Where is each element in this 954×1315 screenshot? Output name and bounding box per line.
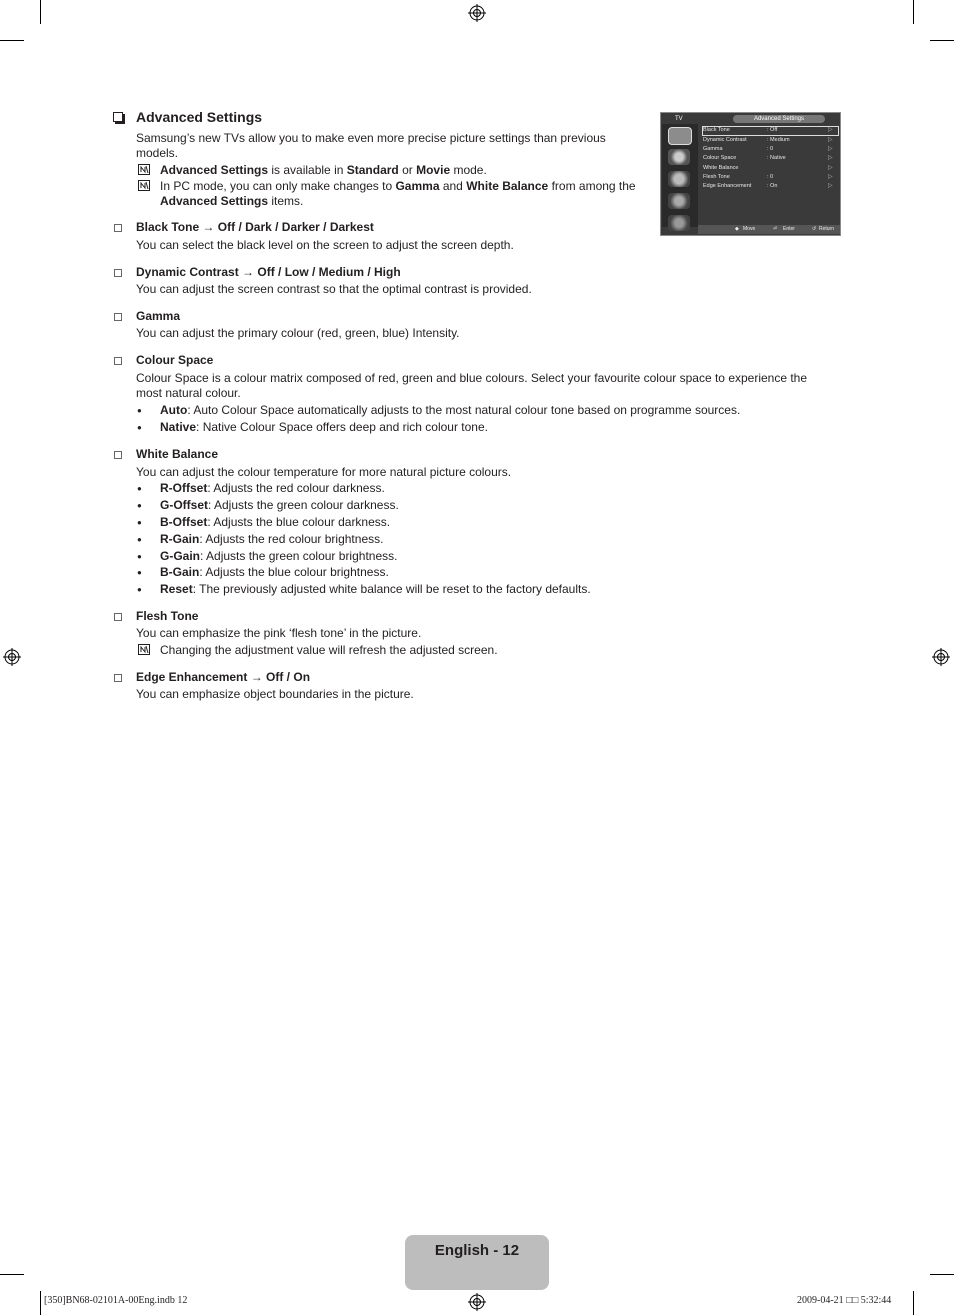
sound-icon (668, 149, 690, 165)
arrow-right-icon: ▷ (828, 174, 833, 180)
dot-bullet-icon: ● (137, 406, 142, 415)
dot-bullet-icon: ● (137, 535, 142, 544)
tv-footer-return: Return (819, 226, 835, 232)
crop-mark (930, 1274, 954, 1275)
list-item: G-Gain: Adjusts the green colour brightness. (160, 549, 398, 563)
tv-menu-row-label: Edge Enhancement (703, 183, 752, 189)
dynamic-contrast-desc: You can adjust the screen contrast so that the optimal contrast is provided. (136, 282, 532, 296)
crop-mark (930, 40, 954, 41)
list-item: G-Offset: Adjusts the green colour darkness. (160, 498, 399, 512)
arrow-right-icon: ▷ (828, 183, 833, 189)
tv-menu-row-value: : 0 (767, 174, 774, 180)
dot-bullet-icon: ● (137, 423, 142, 432)
dot-bullet-icon: ● (137, 518, 142, 527)
tv-source-label: TV (675, 116, 683, 122)
note-pc-mode: In PC mode, you can only make changes to Gamma and White Balance from among the (160, 179, 636, 193)
tv-footer-enter: Enter (783, 226, 795, 232)
tv-menu-row-label: Black Tone (703, 127, 730, 133)
tv-menu-row-value: : Native (767, 155, 786, 161)
square-bullet-icon (114, 674, 122, 682)
dot-bullet-icon: ● (137, 568, 142, 577)
edge-enhancement-title: Edge Enhancement → Off / On (136, 670, 311, 684)
dot-bullet-icon: ● (137, 484, 142, 493)
tv-menu-row-value: : On (767, 183, 778, 189)
list-item: Auto: Auto Colour Space automatically adjusts to the most natural colour tone based on programme sources. (160, 403, 741, 417)
tv-menu-row-label: Gamma (703, 146, 723, 152)
dot-bullet-icon: ● (137, 585, 142, 594)
tv-menu-sidebar (662, 124, 698, 227)
tv-menu-row-label: Flesh Tone (703, 174, 730, 180)
white-balance-desc: You can adjust the colour temperature for more natural picture colours. (136, 465, 512, 479)
return-icon: ↺ (812, 226, 817, 232)
section-title: Advanced Settings (136, 109, 263, 125)
note-icon (138, 644, 150, 655)
print-footer-file: [350]BN68-02101A-00Eng.indb 12 (44, 1295, 188, 1306)
page-number-label: English - 12 (434, 1242, 520, 1259)
checkbox-icon (113, 112, 123, 122)
intro-text-2: models. (136, 146, 179, 160)
intro-text-1: Samsung’s new TVs allow you to make even more precise picture settings than previous (136, 131, 606, 145)
input-icon (668, 215, 690, 231)
square-bullet-icon (114, 357, 122, 365)
tv-menu-row-value: : Medium (767, 137, 790, 143)
registration-mark-icon (468, 1293, 486, 1311)
list-item: B-Gain: Adjusts the blue colour brightness. (160, 565, 389, 579)
crop-mark (0, 1274, 24, 1275)
square-bullet-icon (114, 451, 122, 459)
list-item: Native: Native Colour Space offers deep and rich colour tone. (160, 420, 488, 434)
crop-mark (913, 0, 914, 24)
dot-bullet-icon: ● (137, 552, 142, 561)
square-bullet-icon (114, 269, 122, 277)
arrow-right-icon: ▷ (828, 127, 833, 133)
setup-icon (668, 193, 690, 209)
registration-mark-icon (932, 648, 950, 666)
edge-enhancement-desc: You can emphasize object boundaries in the picture. (136, 687, 414, 701)
list-item: R-Gain: Adjusts the red colour brightness. (160, 532, 384, 546)
square-bullet-icon (114, 313, 122, 321)
registration-mark-icon (3, 648, 21, 666)
flesh-tone-desc: You can emphasize the pink ‘flesh tone’ in the picture. (136, 626, 422, 640)
move-icon: ◆ (735, 226, 739, 232)
registration-mark-icon (468, 4, 486, 22)
square-bullet-icon (114, 613, 122, 621)
print-footer-datetime: 2009-04-21 □□ 5:32:44 (797, 1295, 892, 1306)
tv-menu-header: Advanced Settings (733, 115, 825, 123)
tv-menu-row-value: : 0 (767, 146, 774, 152)
list-item: Reset: The previously adjusted white balance will be reset to the factory defaults. (160, 582, 591, 596)
note-icon (138, 164, 150, 175)
crop-mark (40, 1291, 41, 1315)
flesh-tone-note: Changing the adjustment value will refresh the adjusted screen. (160, 643, 498, 657)
flesh-tone-title: Flesh Tone (136, 609, 199, 623)
crop-mark (0, 40, 24, 41)
tv-menu-row-label: Colour Space (703, 155, 737, 161)
arrow-right-icon: ▷ (828, 155, 833, 161)
crop-mark (913, 1291, 914, 1315)
note-advanced-availability: Advanced Settings is available in Standard or Movie mode. (160, 163, 487, 177)
square-bullet-icon (114, 224, 122, 232)
enter-icon: ⏎ (773, 226, 778, 232)
colour-space-desc-2: most natural colour. (136, 386, 241, 400)
crop-mark (40, 0, 41, 24)
gamma-title: Gamma (136, 309, 181, 323)
tv-menu-row-label: Dynamic Contrast (703, 137, 747, 143)
note-pc-mode-line2: Advanced Settings items. (160, 194, 304, 208)
arrow-right-icon: ▷ (828, 165, 833, 171)
tv-footer-move: Move (743, 226, 756, 232)
black-tone-title: Black Tone → Off / Dark / Darker / Darkest (136, 220, 374, 234)
white-balance-title: White Balance (136, 447, 219, 461)
tv-menu-row-value: : Off (767, 127, 778, 133)
colour-space-desc-1: Colour Space is a colour matrix composed of red, green and blue colours. Select your favourite colour space to experience the (136, 371, 808, 385)
arrow-right-icon: ▷ (828, 137, 833, 143)
arrow-right-icon: ▷ (828, 146, 833, 152)
colour-space-title: Colour Space (136, 353, 214, 367)
picture-icon (668, 127, 692, 145)
black-tone-desc: You can select the black level on the screen to adjust the screen depth. (136, 238, 514, 252)
note-icon (138, 180, 150, 191)
list-item: B-Offset: Adjusts the blue colour darkness. (160, 515, 391, 529)
tv-menu-row-label: White Balance (703, 165, 739, 171)
gamma-desc: You can adjust the primary colour (red, green, blue) Intensity. (136, 326, 460, 340)
tv-menu-screenshot (660, 112, 841, 236)
channel-icon (668, 171, 690, 187)
dynamic-contrast-title: Dynamic Contrast → Off / Low / Medium / High (136, 265, 401, 279)
dot-bullet-icon: ● (137, 501, 142, 510)
list-item: R-Offset: Adjusts the red colour darkness. (160, 481, 385, 495)
